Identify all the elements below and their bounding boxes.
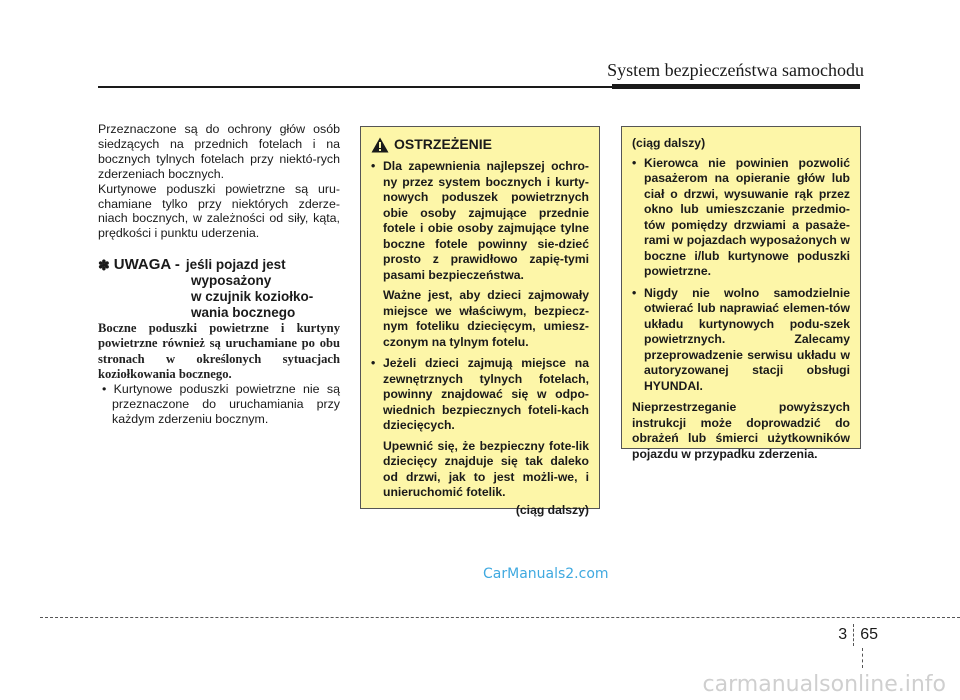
- continued-item-2: • Nigdy nie wolno samodzielnie otwierać lub naprawiać elemen-tów układu kurtynowych podu-szek powietrznych. Zalecamy przeprowadzenie serwisu układu w autoryzowanej stacji obsługi HYUNDAI.: [632, 286, 850, 395]
- page-number-tail: [862, 648, 863, 668]
- page-number-separator: [853, 624, 854, 646]
- warning-item-1-sub: Ważne jest, aby dzieci zajmowały miejsce we właściwym, bezpiecz-nym foteliku dziecięcym, umiesz-czonym na tylnym fotelu.: [383, 288, 589, 349]
- warning-triangle-icon: [371, 137, 389, 153]
- warning-item-2-sub: Upewnić się, że bezpieczny fote-lik dziecięcy znajduje się tak daleko od drzwi, jak to jest możli-we, i unieruchomić fotelik.: [383, 438, 589, 499]
- warning-item-2: • Jeżeli dzieci zajmują miejsce na zewnętrznych tylnych fotelach, powinny znajdować się w odpo-wiednich bezpiecznych foteli-kach dziecięcych.: [371, 356, 589, 434]
- intro-paragraph-2: Kurtynowe poduszki powietrzne są uru-chamiane tylko przy niektórych zderze-niach bocznych, w zależności od siły, kąta, prędkości i punktu uderzenia.: [98, 181, 340, 241]
- warning-heading: [371, 137, 589, 153]
- warning-box: [360, 126, 600, 517]
- note-heading-continued: [98, 273, 340, 321]
- continued-item-1: • Kierowca nie powinien pozwolić pasażerom na opieranie głów lub ciał o drzwi, wysuwanie rąk przez okno lub umieszczanie przedmio-tów pomiędzy drzwiami a pasaże-rami w pojazdach wyposażonych w boczne i/lub kurtynowe poduszki powietrzne.: [632, 156, 850, 280]
- continued-label: (ciąg dalszy): [515, 502, 589, 517]
- warning-list-2: [371, 356, 589, 434]
- note-line-3: w czujnik koziołko-: [191, 289, 314, 305]
- note-heading: [98, 257, 340, 273]
- note-line-4: wania bocznego: [191, 305, 296, 321]
- intro-paragraph-1: Przeznaczone są do ochrony głów osób siedzących na przednich fotelach i na bocznych tylnych fotelach przy niektó-rych zderzeniach bocznych.: [98, 122, 340, 181]
- left-column: [98, 122, 340, 427]
- warning-heading-text: OSTRZEŻENIE: [394, 136, 493, 153]
- watermark-link[interactable]: CarManuals2.com: [483, 566, 609, 582]
- continued-top-label: (ciąg dalszy): [632, 136, 706, 150]
- site-footer-link[interactable]: carmanualsonline.info: [702, 672, 946, 697]
- page-header-title: System bezpieczeństwa samochodu: [607, 60, 864, 80]
- warning-list: [371, 159, 589, 283]
- note-line-2: wyposażony: [191, 273, 272, 289]
- page-section: 3: [838, 626, 848, 643]
- note-body: Boczne poduszki powietrzne i kurtyny powietrzne również są uruchamiane po obu stronach w określonych sytuacjach koziołkowania bocznego.: [98, 321, 340, 381]
- note-star-icon: ✽: [98, 257, 110, 274]
- warning-item-1: • Dla zapewnienia najlepszej ochro-ny przez system bocznych i kurty-nowych poduszek powietrznych obie osoby zajmujące przednie fotele i obie osoby zajmujące tylne boczne fotele powinny sie-dzieć prosto z prawidłowo zapię-tymi pasami bezpieczeństwa.: [371, 159, 589, 283]
- footer-rule: [40, 617, 960, 618]
- warning-continued-box: [621, 126, 861, 461]
- note-label: UWAGA -: [113, 256, 180, 274]
- note-line-1: jeśli pojazd jest: [185, 257, 286, 273]
- continued-final-note: Nieprzestrzeganie powyższych instrukcji może doprowadzić do obrażeń lub śmierci użytkowników pojazdu w przypadku zderzenia.: [632, 400, 850, 461]
- bullet-item-1: • Kurtynowe poduszki powietrzne nie są przeznaczone do uruchamiania przy każdym zderzeniu bocznym.: [102, 382, 340, 426]
- continued-list: [632, 156, 850, 395]
- page-number-value: 65: [860, 626, 878, 643]
- header-rule-accent: [612, 84, 860, 89]
- page-number: [838, 624, 878, 646]
